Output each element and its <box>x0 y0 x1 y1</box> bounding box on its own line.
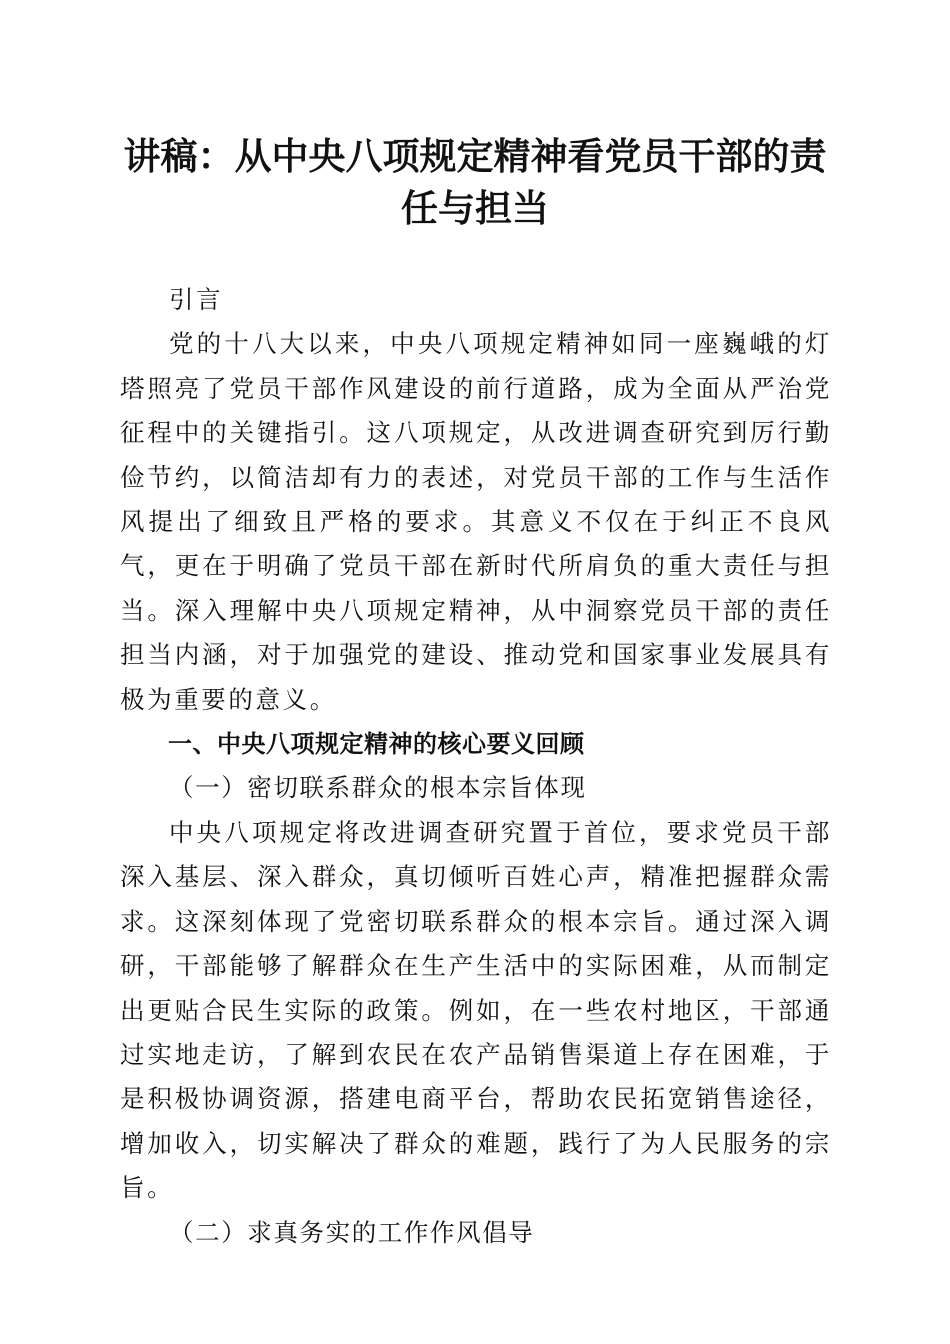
subsection-heading-1: （一）密切联系群众的根本宗旨体现 <box>169 773 587 803</box>
intro-label: 引言 <box>169 285 224 314</box>
subsection-heading-2: （二）求真务实的工作作风倡导 <box>169 1217 535 1247</box>
intro-paragraph: 党的十八大以来，中央八项规定精神如同一座巍峨的灯塔照亮了党员干部作风建设的前行道路，成为全面从严治党征程中的关键指引。这八项规定，从改进调查研究到厉行勤俭节约，以简洁却有力的表述，对党员干部的工作与生活作风提出了细致且严格的要求。其意义不仅在于纠正不良风气，更在于明确了党员干部在新时代所肩负的重大责任与担当。深入理解中央八项规定精神，从中洞察党员干部的责任担当内涵，对于加强党的建设、推动党和国家事业发展具有极为重要的意义。 <box>120 329 832 714</box>
document-title: 讲稿：从中央八项规定精神看党员干部的责任与担当 <box>123 134 827 230</box>
subsection-1-paragraph: 中央八项规定将改进调查研究置于首位，要求党员干部深入基层、深入群众，真切倾听百姓心声，精准把握群众需求。这深刻体现了党密切联系群众的根本宗旨。通过深入调研，干部能够了解群众在生产生活中的实际困难，从而制定出更贴合民生实际的政策。例如，在一些农村地区，干部通过实地走访，了解到农民在农产品销售渠道上存在困难，于是积极协调资源，搭建电商平台，帮助农民拓宽销售途径，增加收入，切实解决了群众的难题，践行了为人民服务的宗旨。 <box>120 817 832 1203</box>
section-heading-1: 一、中央八项规定精神的核心要义回顾 <box>168 730 585 759</box>
document-body <box>120 278 832 1255</box>
